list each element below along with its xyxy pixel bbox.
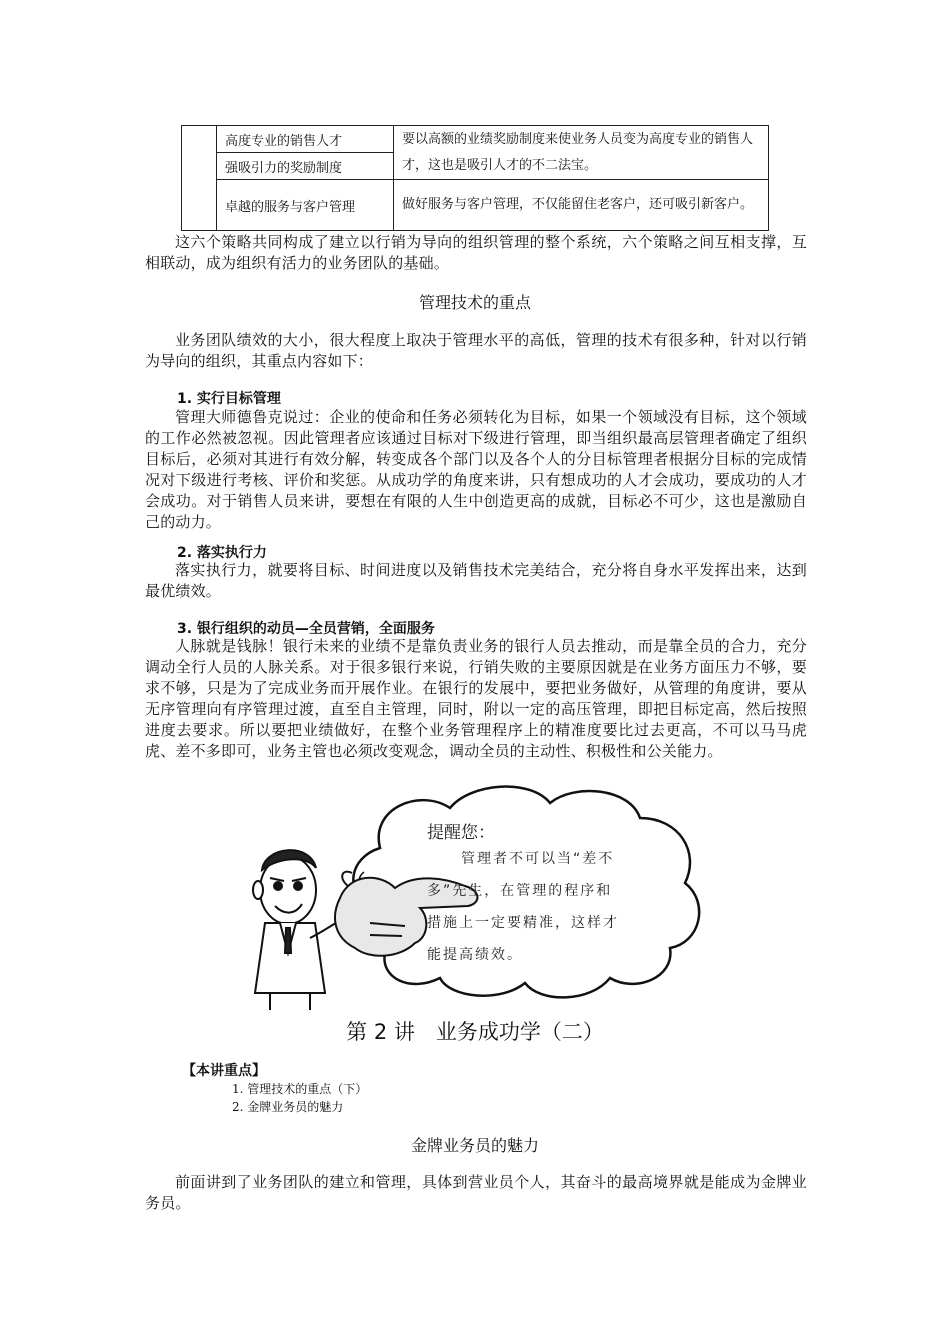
strategy-table — [181, 125, 769, 231]
section-heading: 金牌业务员的魅力 — [410, 1136, 539, 1155]
point-title: 2. 落实执行力 — [177, 545, 267, 561]
table-cell: 做好服务与客户管理，不仅能留住老客户，还可吸引新客户。 — [394, 180, 769, 231]
reminder-line: 能提高绩效。 — [427, 947, 523, 963]
reminder-line: 措施上一定要精准，这样才 — [427, 915, 619, 931]
chapter-title: 第 2 讲 业务成功学（二） — [346, 1020, 604, 1044]
key-points-title: 【本讲重点】 — [182, 1063, 266, 1079]
table-cell: 高度专业的销售人才 — [217, 126, 394, 153]
point-title: 1. 实行目标管理 — [177, 391, 281, 407]
point-text: 落实执行力，就要将目标、时间进度以及销售技术完美结合，充分将自身水平发挥出来，达到最优绩效。 — [145, 561, 807, 600]
table-cell: 要以高额的业绩奖励制度来使业务人员变为高度专业的销售人才，这也是吸引人才的不二法宝。 — [394, 126, 769, 180]
point-text: 人脉就是钱脉！银行未来的业绩不是靠负责业务的银行人员去推动，而是靠全员的合力，充分调动全行人员的人脉关系。对于很多银行来说，行销失败的主要原因就是在业务方面压力不够，要求不够，只是为了完成业务而开展作业。在银行的发展中，要把业务做好，从管理的角度讲，要从无序管理向有序管理过渡，直至自主管理，同时，附以一定的高压管理，即把目标定高，然后按照进度去要求。所以要把业绩做好，在整个业务管理程序上的精准度要比过去更高，不可以马马虎虎、差不多即可，业务主管也必须改变观念，调动全员的主动性、积极性和公关能力。 — [145, 637, 807, 760]
table-cell: 卓越的服务与客户管理 — [217, 180, 394, 231]
reminder-line: 多”先生，在管理的程序和 — [427, 883, 613, 899]
reminder-title: 提醒您： — [427, 823, 495, 843]
reminder-line: 管理者不可以当“差不 — [461, 851, 615, 867]
point-title: 3. 银行组织的动员—全员营销，全面服务 — [177, 621, 435, 637]
section-heading: 管理技术的重点 — [418, 293, 531, 312]
section-paragraph: 前面讲到了业务团队的建立和管理，具体到营业员个人，其奋斗的最高境界就是能成为金牌业务员。 — [145, 1173, 807, 1212]
table-row — [182, 180, 769, 231]
table-row — [182, 126, 769, 153]
key-point-item: 1. 管理技术的重点（下） — [232, 1082, 368, 1096]
key-point-item: 2. 金牌业务员的魅力 — [232, 1100, 344, 1114]
section-paragraph: 业务团队绩效的大小，很大程度上取决于管理水平的高低，管理的技术有很多种，针对以行销为导向的组织，其重点内容如下： — [145, 331, 807, 370]
intro-paragraph: 这六个策略共同构成了建立以行销为导向的组织管理的整个系统，六个策略之间互相支撑，互相联动，成为组织有活力的业务团队的基础。 — [145, 233, 807, 272]
table-blank-cell — [182, 126, 217, 231]
point-text: 管理大师德鲁克说过：企业的使命和任务必须转化为目标，如果一个领域没有目标，这个领域的工作必然被忽视。因此管理者应该通过目标对下级进行管理，即当组织最高层管理者确定了组织目标后，必须对其进行有效分解，转变成各个部门以及各个人的分目标管理者根据分目标的完成情况对下级进行考核、评价和奖惩。从成功学的角度来讲，只有想成功的人才会成功，要成功的人才会成功。对于销售人员来讲，要想在有限的人生中创造更高的成就，目标必不可少，这也是激励自己的动力。 — [145, 408, 807, 531]
table-cell: 强吸引力的奖励制度 — [217, 153, 394, 180]
